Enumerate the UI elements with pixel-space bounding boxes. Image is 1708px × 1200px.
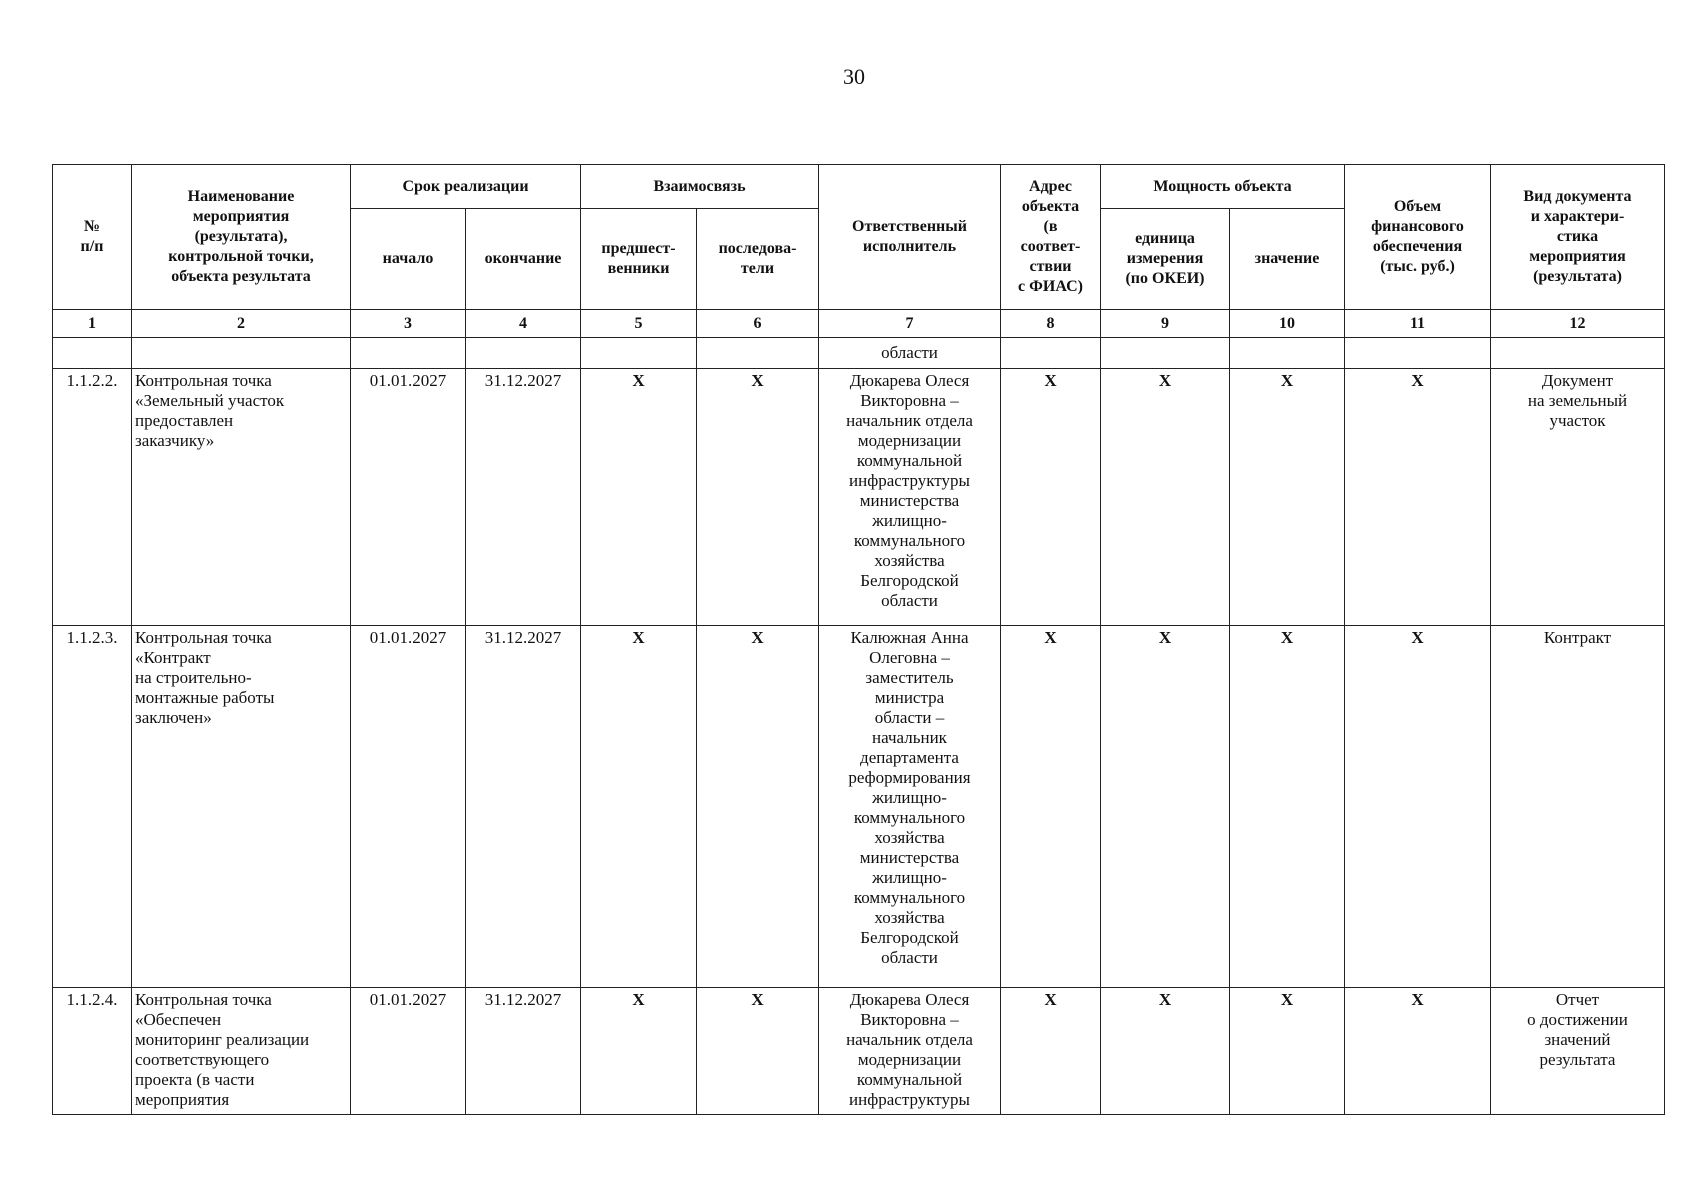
text-line: жилищно-	[872, 788, 947, 807]
text-line: Контракт	[1543, 628, 1612, 647]
text-line: (в	[1043, 218, 1058, 235]
text-line: объекта результата	[171, 268, 311, 285]
column-number: 8	[1001, 310, 1101, 338]
column-numbers-row	[53, 310, 1665, 338]
column-number: 2	[132, 310, 351, 338]
text-line: объекта	[1021, 198, 1080, 215]
text-line: Белгородской	[860, 928, 959, 947]
text-line: Белгородской	[860, 571, 959, 590]
text-line: модернизации	[857, 1050, 962, 1069]
text-line: начальник отдела	[846, 411, 973, 430]
text-line: области	[881, 591, 938, 610]
text-line: начальник отдела	[846, 1030, 973, 1049]
row-doc-type	[1491, 626, 1665, 988]
header-value: значение	[1230, 209, 1345, 310]
text-line: хозяйства	[874, 908, 945, 927]
text-line: Документ	[1541, 371, 1614, 390]
row-end-date: 31.12.2027	[466, 988, 581, 1115]
text-line: (результата),	[194, 228, 288, 245]
text-line: Адрес	[1029, 178, 1072, 195]
row-finance: X	[1345, 988, 1491, 1115]
text-line: Дюкарева Олеся	[849, 990, 970, 1009]
row-predecessors: X	[581, 369, 697, 626]
text-line: «Земельный участок	[135, 391, 285, 410]
text-line: министерства	[859, 848, 960, 867]
text-line: тели	[740, 260, 775, 277]
row-doc-type	[1491, 988, 1665, 1115]
text-line: результата	[1539, 1050, 1616, 1069]
text-line: начальник	[872, 728, 947, 747]
text-line: на строительно-	[135, 668, 252, 687]
text-line: министра	[874, 688, 945, 707]
text-line: обеспечения	[1372, 238, 1463, 255]
row-predecessors: X	[581, 626, 697, 988]
row-value: X	[1230, 626, 1345, 988]
text-line: жилищно-	[872, 868, 947, 887]
text-line: предоставлен	[135, 411, 234, 430]
text-line: Контрольная точка	[135, 371, 272, 390]
column-number: 1	[53, 310, 132, 338]
row-value: X	[1230, 988, 1345, 1115]
text-line: Наименование	[187, 188, 295, 205]
text-line: с ФИАС)	[1018, 278, 1083, 295]
text-line: п/п	[80, 238, 104, 255]
header-address	[1001, 165, 1101, 310]
row-responsible	[819, 626, 1001, 988]
text-line: Ответственный	[852, 218, 967, 235]
text-line: (результата)	[1533, 268, 1622, 285]
continuation-row	[53, 338, 1665, 369]
column-number: 9	[1101, 310, 1230, 338]
table-row	[53, 988, 1665, 1115]
row-finance: X	[1345, 369, 1491, 626]
text-line: участок	[1549, 411, 1606, 430]
text-line: мероприятия	[1529, 248, 1626, 265]
text-line: Викторовна –	[860, 1010, 959, 1029]
header-doc-type	[1491, 165, 1665, 310]
text-line: инфраструктуры	[849, 1090, 970, 1109]
text-line: коммунальной	[856, 1070, 963, 1089]
continuation-text: области	[819, 338, 1001, 369]
row-unit: X	[1101, 626, 1230, 988]
header-name	[132, 165, 351, 310]
text-line: измерения	[1126, 250, 1204, 267]
text-line: Объем	[1393, 198, 1442, 215]
column-number: 3	[351, 310, 466, 338]
text-line: инфраструктуры	[849, 471, 970, 490]
column-number: 7	[819, 310, 1001, 338]
row-successors: X	[697, 369, 819, 626]
text-line: области	[881, 948, 938, 967]
text-line: области –	[874, 708, 945, 727]
row-finance: X	[1345, 626, 1491, 988]
text-line: Викторовна –	[860, 391, 959, 410]
column-number: 4	[466, 310, 581, 338]
header-number	[53, 165, 132, 310]
row-name	[132, 369, 351, 626]
text-line: Вид документа	[1523, 188, 1632, 205]
header-successors	[697, 209, 819, 310]
text-line: заключен»	[135, 708, 212, 727]
header-unit	[1101, 209, 1230, 310]
header-finance	[1345, 165, 1491, 310]
text-line: коммунальной	[856, 451, 963, 470]
column-number: 12	[1491, 310, 1665, 338]
row-number: 1.1.2.4.	[53, 988, 132, 1115]
header-relation: Взаимосвязь	[581, 165, 819, 209]
text-line: на земельный	[1527, 391, 1628, 410]
row-address: X	[1001, 369, 1101, 626]
text-line: заместитель	[865, 668, 954, 687]
row-start-date: 01.01.2027	[351, 988, 466, 1115]
row-end-date: 31.12.2027	[466, 369, 581, 626]
text-line: жилищно-	[872, 511, 947, 530]
text-line: (тыс. руб.)	[1380, 258, 1455, 275]
text-line: исполнитель	[862, 238, 957, 255]
text-line: коммунального	[853, 888, 966, 907]
text-line: хозяйства	[874, 551, 945, 570]
header-responsible	[819, 165, 1001, 310]
text-line: коммунального	[853, 808, 966, 827]
text-line: Дюкарева Олеся	[849, 371, 970, 390]
text-line: коммунального	[853, 531, 966, 550]
table-row	[53, 626, 1665, 988]
header-capacity: Мощность объекта	[1101, 165, 1345, 209]
text-line: «Обеспечен	[135, 1010, 222, 1029]
page-number: 30	[843, 64, 865, 89]
text-line: Олеговна –	[869, 648, 950, 667]
text-line: о достижении	[1527, 1010, 1628, 1029]
row-responsible	[819, 988, 1001, 1115]
row-name	[132, 626, 351, 988]
text-line: мероприятия	[192, 208, 290, 225]
text-line: последова-	[718, 240, 797, 257]
row-successors: X	[697, 626, 819, 988]
text-line: №	[83, 218, 101, 235]
row-address: X	[1001, 988, 1101, 1115]
column-number: 11	[1345, 310, 1491, 338]
row-address: X	[1001, 626, 1101, 988]
row-end-date: 31.12.2027	[466, 626, 581, 988]
activity-plan-table	[52, 164, 1665, 1115]
header-end: окончание	[466, 209, 581, 310]
row-start-date: 01.01.2027	[351, 626, 466, 988]
text-line: предшест-	[601, 240, 676, 257]
text-line: контрольной точки,	[168, 248, 314, 265]
text-line: значений	[1544, 1030, 1611, 1049]
text-line: министерства	[859, 491, 960, 510]
row-responsible	[819, 369, 1001, 626]
text-line: ствии	[1029, 258, 1072, 275]
text-line: мероприятия	[135, 1090, 230, 1109]
column-number: 6	[697, 310, 819, 338]
row-predecessors: X	[581, 988, 697, 1115]
header-predecessors	[581, 209, 697, 310]
row-doc-type	[1491, 369, 1665, 626]
text-line: Контрольная точка	[135, 990, 272, 1009]
text-line: и характери-	[1530, 208, 1625, 225]
row-successors: X	[697, 988, 819, 1115]
text-line: проекта (в части	[135, 1070, 255, 1089]
row-number: 1.1.2.3.	[53, 626, 132, 988]
column-number: 10	[1230, 310, 1345, 338]
row-name	[132, 988, 351, 1115]
text-line: модернизации	[857, 431, 962, 450]
text-line: «Контракт	[135, 648, 211, 667]
text-line: стика	[1556, 228, 1599, 245]
header-start: начало	[351, 209, 466, 310]
row-value: X	[1230, 369, 1345, 626]
row-number: 1.1.2.2.	[53, 369, 132, 626]
row-unit: X	[1101, 369, 1230, 626]
text-line: Контрольная точка	[135, 628, 272, 647]
text-line: реформирования	[848, 768, 971, 787]
text-line: Отчет	[1555, 990, 1600, 1009]
text-line: соответ-	[1020, 238, 1081, 255]
text-line: единица	[1135, 230, 1195, 247]
text-line: венники	[607, 260, 670, 277]
text-line: финансового	[1371, 218, 1464, 235]
header-period: Срок реализации	[351, 165, 581, 209]
row-unit: X	[1101, 988, 1230, 1115]
text-line: (по ОКЕИ)	[1125, 270, 1205, 287]
row-start-date: 01.01.2027	[351, 369, 466, 626]
table-row	[53, 369, 1665, 626]
text-line: монтажные работы	[135, 688, 275, 707]
text-line: мониторинг реализации	[135, 1030, 310, 1049]
text-line: Калюжная Анна	[850, 628, 969, 647]
text-line: соответствующего	[135, 1050, 270, 1069]
text-line: департамента	[860, 748, 959, 767]
text-line: заказчику»	[135, 431, 215, 450]
column-number: 5	[581, 310, 697, 338]
text-line: хозяйства	[874, 828, 945, 847]
